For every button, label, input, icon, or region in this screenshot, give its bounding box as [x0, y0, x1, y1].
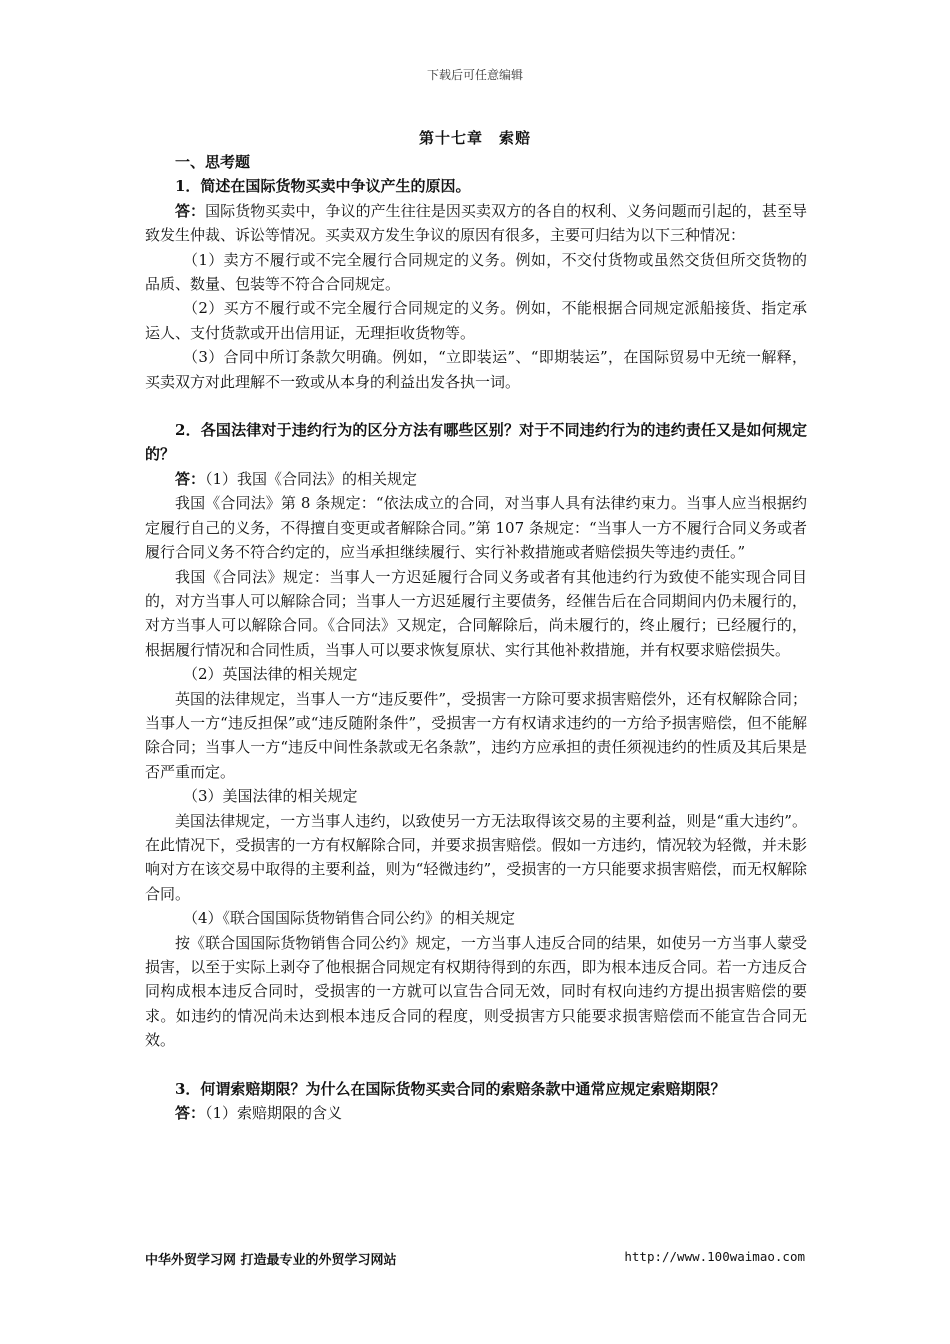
answer-2-sub-3-p1: 美国法律规定，一方当事人违约，以致使另一方无法取得该交易的主要利益，则是“重大违约”。在此情况下，受损害的一方有权解除合同，并要求损害赔偿。假如一方违约，情况较为轻微，并未影响对方在该交易中取得的主要利益，则为“轻微违约”，受损害的一方只能要求损害赔偿，而无权解除合同。 — [145, 811, 807, 903]
question-2: 2．各国法律对于违约行为的区分方法有哪些区别？对于不同违约行为的违约责任又是如何规定的？ — [145, 421, 807, 464]
answer-2-sub-1-p2: 我国《合同法》规定：当事人一方迟延履行合同义务或者有其他违约行为致使不能实现合同目的，对方当事人可以解除合同；当事人一方迟延履行主要债务，经催告后在合同期间内仍未履行的，对方当事人可以解除合同。《合同法》又规定，合同解除后，尚未履行的，终止履行；已经履行的，根据履行情况和合同性质，当事人可以要求恢复原状、实行其他补救措施，并有权要求赔偿损失。 — [145, 567, 807, 659]
answer-text: （1）索赔期限的含义 — [205, 1104, 343, 1123]
answer-label: 答： — [175, 201, 206, 220]
footer-site-name: 中华外贸学习网 打造最专业的外贸学习网站 — [145, 1253, 397, 1268]
answer-2-sub-1-p1: 我国《合同法》第 8 条规定：“依法成立的合同，对当事人具有法律约束力。当事人应当根据约定履行自己的义务，不得擅自变更或者解除合同。”第 107 条规定：“当事人一方不履行合同义务或者履行合同义务不符合约定的，应当承担继续履行、实行补救措施或者赔偿损失等违约责任。” — [145, 494, 807, 562]
answer-2-sub-2-title: （2）英国法律的相关规定 — [183, 665, 358, 684]
answer-1-item-2: （2）买方不履行或不完全履行合同规定的义务。例如，不能根据合同规定派船接货、指定承运人、支付货款或开出信用证，无理拒收货物等。 — [145, 299, 807, 342]
spacer — [145, 394, 807, 418]
answer-1-intro — [145, 199, 807, 248]
answer-2-sub-3-title: （3）美国法律的相关规定 — [183, 787, 358, 806]
question-1: 1．简述在国际货物买卖中争议产生的原因。 — [175, 177, 471, 196]
answer-2-sub-2-p1: 英国的法律规定，当事人一方“违反要件”，受损害一方除可要求损害赔偿外，还有权解除合同；当事人一方“违反担保”或“违反随附条件”，受损害一方有权请求违约的一方给予损害赔偿，但不能解除合同；当事人一方“违反中间性条款或无名条款”，违约方应承担的责任须视违约的性质及其后果是否严重而定。 — [145, 689, 807, 781]
answer-2-sub-4-p1: 按《联合国国际货物销售合同公约》规定，一方当事人违反合同的结果，如使另一方当事人蒙受损害，以至于实际上剥夺了他根据合同规定有权期待得到的东西，即为根本违反合同。若一方违反合同构成根本违反合同时，受损害的一方就可以宣告合同无效，同时有权向违约方提出损害赔偿的要求。如违约的情况尚未达到根本违反合同的程度，则受损害方只能要求损害赔偿而不能宣告合同无效。 — [145, 933, 807, 1050]
document-body — [145, 150, 807, 1125]
answer-1-item-1: （1）卖方不履行或不完全履行合同规定的义务。例如，不交付货物或虽然交货但所交货物的品质、数量、包装等不符合合同规定。 — [145, 250, 807, 294]
spacer — [145, 1053, 807, 1077]
answer-1-item-3: （3）合同中所订条款欠明确。例如，“立即装运”、“即期装运”，在国际贸易中无统一解释，买卖双方对此理解不一致或从本身的利益出发各执一词。 — [145, 348, 807, 391]
chapter-title: 第十七章 索赔 — [418, 129, 531, 147]
answer-3-sub-1-title — [145, 1101, 807, 1125]
answer-text: 国际货物买卖中，争议的产生往往是因买卖双方的各自的权利、义务问题而引起的，甚至导致发生仲裁、诉讼等情况。买卖双方发生争议的原因有很多，主要可归结为以下三种情况： — [145, 201, 807, 245]
answer-text: （1）我国《合同法》的相关规定 — [205, 469, 418, 488]
answer-2-sub-1-title — [145, 467, 807, 491]
section-title: 一、思考题 — [175, 153, 251, 171]
answer-label: 答： — [175, 469, 206, 488]
footer-url[interactable]: http://www.100waimao.com — [624, 1249, 805, 1264]
answer-label: 答： — [175, 1104, 206, 1123]
answer-2-sub-4-title: （4）《联合国国际货物销售合同公约》的相关规定 — [183, 909, 516, 928]
header-note: 下载后可任意编辑 — [426, 68, 523, 82]
question-3: 3．何谓索赔期限？为什么在国际货物买卖合同的索赔条款中通常应规定索赔期限？ — [175, 1079, 726, 1098]
